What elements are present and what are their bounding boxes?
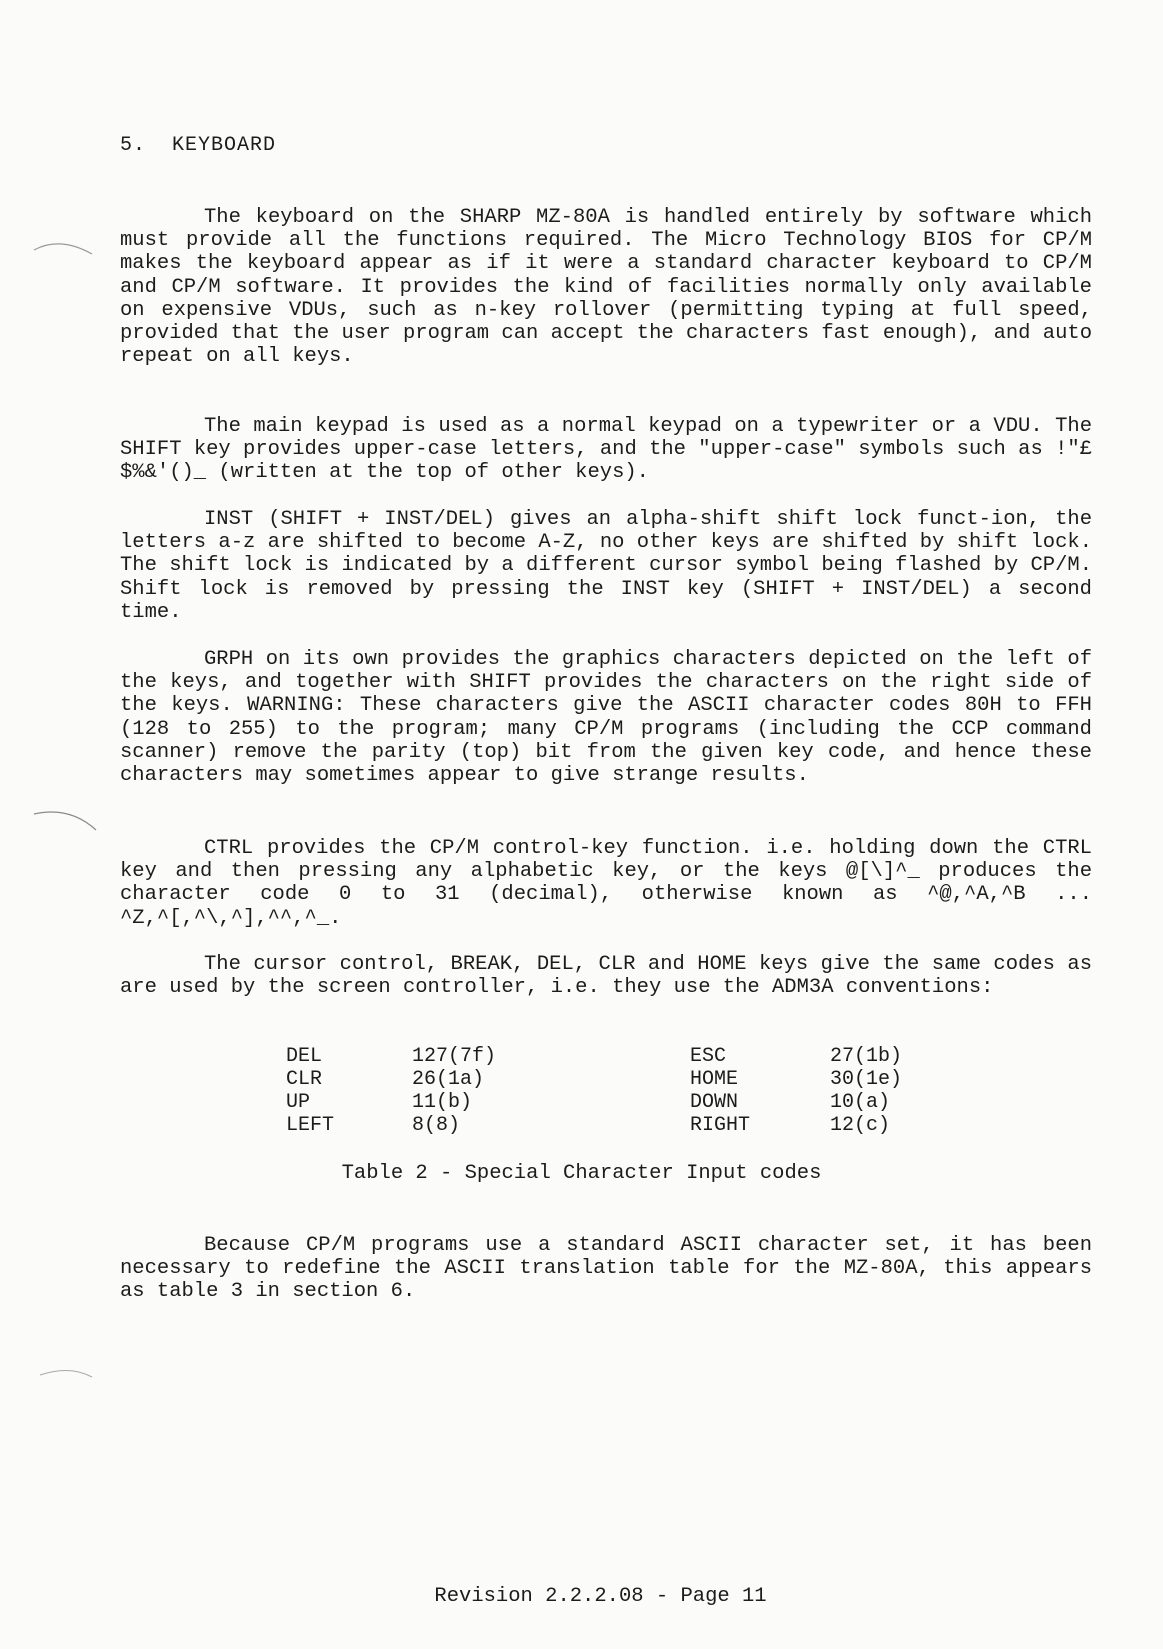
- table-cell: LEFT: [286, 1114, 335, 1137]
- paragraph: GRPH on its own provides the graphics characters depicted on the left of the keys, and together with SHIFT provides the characters on the right side of the keys. WARNING: These characters give the ASCII character codes 80H to FFH (128 to 255) to the program; many CP/M programs (including the CCP command scanner) remove the parity (top) bit from the given key code, and hence these characters may sometimes appear to give strange results.: [120, 648, 1092, 788]
- table-cell: 127(7f): [412, 1045, 497, 1068]
- table-cell: HOME: [690, 1068, 739, 1091]
- table-cell: 8(8): [412, 1114, 461, 1137]
- paragraph: CTRL provides the CP/M control-key function. i.e. holding down the CTRL key and then pressing any alphabetic key, or the keys @[\]^_ produces the character code 0 to 31 (decimal), otherwise known as ^@,^A,^B ... ^Z,^[,^\,^],^^,^_.: [120, 837, 1092, 930]
- table-cell: DOWN: [690, 1091, 739, 1114]
- table-caption: Table 2 - Special Character Input codes: [341, 1162, 822, 1185]
- paragraph: Because CP/M programs use a standard ASCII character set, it has been necessary to redefine the ASCII translation table for the MZ-80A, this appears as table 3 in section 6.: [120, 1234, 1092, 1304]
- paragraph: The cursor control, BREAK, DEL, CLR and HOME keys give the same codes as are used by the screen controller, i.e. they use the ADM3A conventions:: [120, 953, 1092, 1000]
- page-footer: Revision 2.2.2.08 - Page 11: [434, 1585, 767, 1608]
- table-cell: CLR: [286, 1068, 323, 1091]
- punch-hole-mark: [30, 228, 110, 268]
- punch-hole-mark: [30, 800, 110, 840]
- paragraph: The keyboard on the SHARP MZ-80A is handled entirely by software which must provide all the functions required. The Micro Technology BIOS for CP/M makes the keyboard appear as if it were a standard character keyboard to CP/M and CP/M software. It provides the kind of facilities normally only available on expensive VDUs, such as n-key rollover (permitting typing at full speed, provided that the user program can accept the characters fast enough), and auto repeat on all keys.: [120, 206, 1092, 369]
- paragraph: The main keypad is used as a normal keypad on a typewriter or a VDU. The SHIFT key provides upper-case letters, and the "upper-case" symbols such as !"£$%&'()_ (written at the top of other keys).: [120, 415, 1092, 485]
- table-cell: 12(c): [830, 1114, 891, 1137]
- table-cell: ESC: [690, 1045, 727, 1068]
- table-cell: 26(1a): [412, 1068, 485, 1091]
- table-cell: 11(b): [412, 1091, 473, 1114]
- special-character-table: [286, 1045, 930, 1137]
- table-row: [286, 1045, 930, 1068]
- paragraph: INST (SHIFT + INST/DEL) gives an alpha-shift shift lock funct-ion, the letters a-z are shifted to become A-Z, no other keys are shifted by shift lock. The shift lock is indicated by a different cursor symbol being flashed by CP/M. Shift lock is removed by pressing the INST key (SHIFT + INST/DEL) a second time.: [120, 508, 1092, 624]
- table-row: [286, 1114, 930, 1137]
- table-row: [286, 1068, 930, 1091]
- punch-hole-mark: [30, 1355, 110, 1395]
- section-heading: 5. KEYBOARD: [120, 134, 277, 157]
- table-cell: RIGHT: [690, 1114, 751, 1137]
- table-cell: 10(a): [830, 1091, 891, 1114]
- table-cell: 27(1b): [830, 1045, 903, 1068]
- table-row: [286, 1091, 930, 1114]
- table-cell: UP: [286, 1091, 311, 1114]
- table-cell: DEL: [286, 1045, 323, 1068]
- table-cell: 30(1e): [830, 1068, 903, 1091]
